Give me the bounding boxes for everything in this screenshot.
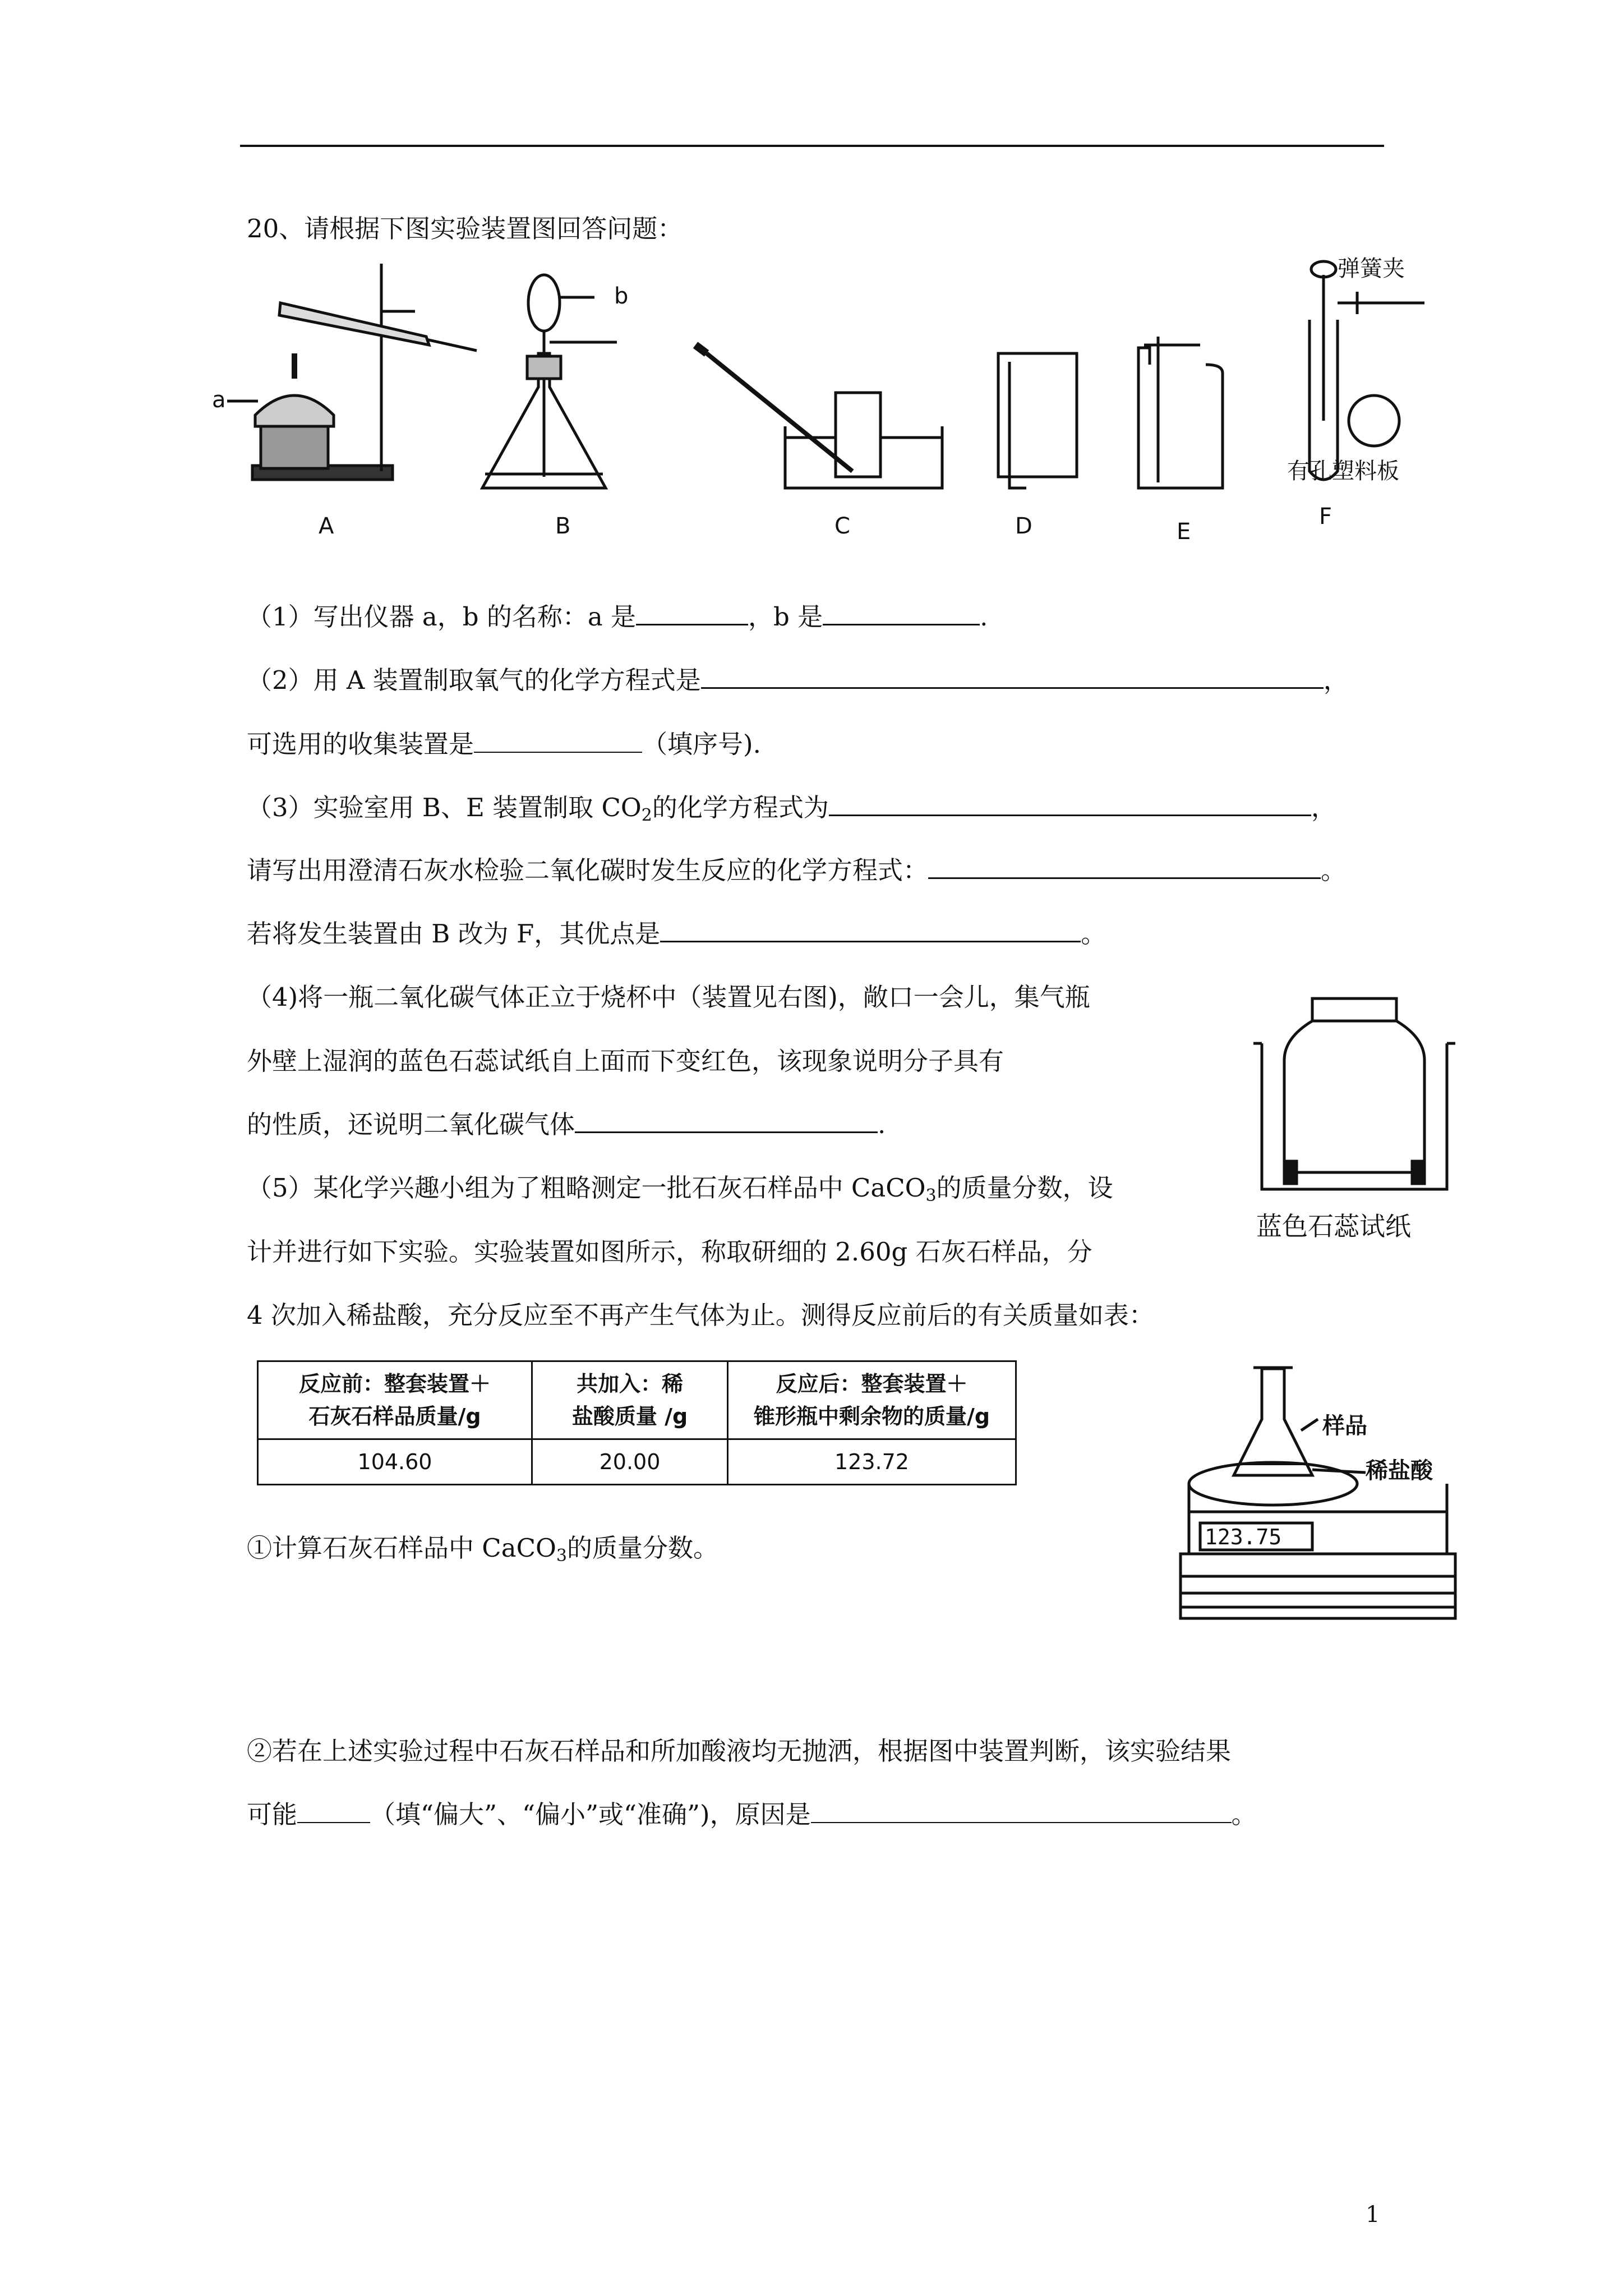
- label-a: a: [212, 387, 226, 413]
- balance-figure: [1172, 1358, 1464, 1627]
- label-litmus: 蓝色石蕊试纸: [1256, 1211, 1411, 1241]
- label-clamp: 弹簧夹: [1338, 256, 1405, 282]
- part-3-line-2: 请写出用澄清石灰水检验二氧化碳时发生反应的化学方程式： 。: [247, 854, 1346, 887]
- label-plate: 有孔塑料板: [1287, 458, 1399, 484]
- header-rule: [240, 145, 1384, 147]
- apparatus-label-B: B: [555, 513, 571, 539]
- part-3-line-3: 若将发生装置由 B 改为 F，其优点是 。: [247, 917, 1106, 951]
- beaker-figure: [1251, 999, 1486, 1212]
- table-row: [258, 1439, 1016, 1485]
- part-4-line-3: 的性质，还说明二氧化碳气体 .: [247, 1108, 886, 1142]
- part-5-line-2: 计并进行如下实验。实验装置如图所示，称取研细的 2.60g 石灰石样品，分: [247, 1237, 1092, 1267]
- apparatus-label-A: A: [319, 513, 334, 539]
- part-1: （1）写出仪器 a，b 的名称：a 是 ，b 是 .: [247, 600, 988, 634]
- table-header-cell: 共加入：稀 盐酸质量 /g: [532, 1361, 728, 1439]
- question-title: 20、请根据下图实验装置图回答问题：: [247, 214, 683, 243]
- table-cell: 104.60: [258, 1439, 532, 1485]
- part-3-line-1: （3）实验室用 B、E 装置制取 $CO_2$的化学方程式为 ，: [247, 791, 1336, 832]
- apparatus-label-F: F: [1319, 504, 1332, 530]
- table-header-cell: 反应前：整套装置＋ 石灰石样品质量/g: [258, 1361, 532, 1439]
- answer-blank-a[interactable]: [636, 600, 748, 625]
- part-4-line-2: 外壁上湿润的蓝色石蕊试纸自上面而下变红色，该现象说明分子具有: [247, 1046, 1004, 1076]
- part-2-line-1: （2）用 A 装置制取氧气的化学方程式是 ，: [247, 664, 1349, 697]
- subquestion-1: ①计算石灰石样品中 CaCO$_3$的质量分数。: [247, 1533, 718, 1566]
- table-header-row: [258, 1361, 1016, 1439]
- answer-blank-collection[interactable]: [474, 728, 642, 753]
- table-header-cell: 反应后：整套装置＋ 锥形瓶中剩余物的质量/g: [728, 1361, 1016, 1439]
- apparatus-label-E: E: [1177, 519, 1191, 545]
- answer-blank-advantage[interactable]: [660, 917, 1081, 942]
- apparatus-label-C: C: [834, 513, 850, 539]
- part-4-line-1: （4)将一瓶二氧化碳气体正立于烧杯中（装置见右图)，敞口一会儿，集气瓶: [247, 982, 1090, 1012]
- label-acid: 稀盐酸: [1366, 1458, 1433, 1484]
- answer-blank-co2-property[interactable]: [575, 1108, 878, 1133]
- answer-blank-limewater[interactable]: [928, 854, 1321, 879]
- answer-blank-reason[interactable]: [811, 1798, 1232, 1823]
- mass-table: [257, 1360, 1017, 1485]
- subquestion-2-line-2: 可能 （填“偏大”、“偏小”或“准确”)，原因是 。: [247, 1800, 1257, 1829]
- answer-blank-equation-co2[interactable]: [829, 791, 1311, 816]
- subquestion-2-line-1: ②若在上述实验过程中石灰石样品和所加酸液均无抛洒，根据图中装置判断，该实验结果: [247, 1736, 1232, 1766]
- apparatus-figure: [202, 252, 1492, 550]
- table-cell: 123.72: [728, 1439, 1016, 1485]
- label-b: b: [614, 283, 629, 309]
- label-sample: 样品: [1322, 1413, 1367, 1439]
- answer-blank-b[interactable]: [823, 600, 980, 625]
- part-5-line-1: （5）某化学兴趣小组为了粗略测定一批石灰石样品中 CaCO$_3$的质量分数，设: [247, 1173, 1113, 1205]
- table-cell: 20.00: [532, 1439, 728, 1485]
- answer-blank-equation-o2[interactable]: [701, 664, 1324, 689]
- part-5-line-3: 4 次加入稀盐酸，充分反应至不再产生气体为止。测得反应前后的有关质量如表：: [247, 1300, 1154, 1330]
- page-number: 1: [1366, 2202, 1380, 2228]
- apparatus-label-D: D: [1015, 513, 1032, 539]
- balance-display: 123.75: [1205, 1525, 1282, 1549]
- part-2-line-2: 可选用的收集装置是 （填序号).: [247, 729, 761, 759]
- answer-blank-result[interactable]: [297, 1798, 370, 1823]
